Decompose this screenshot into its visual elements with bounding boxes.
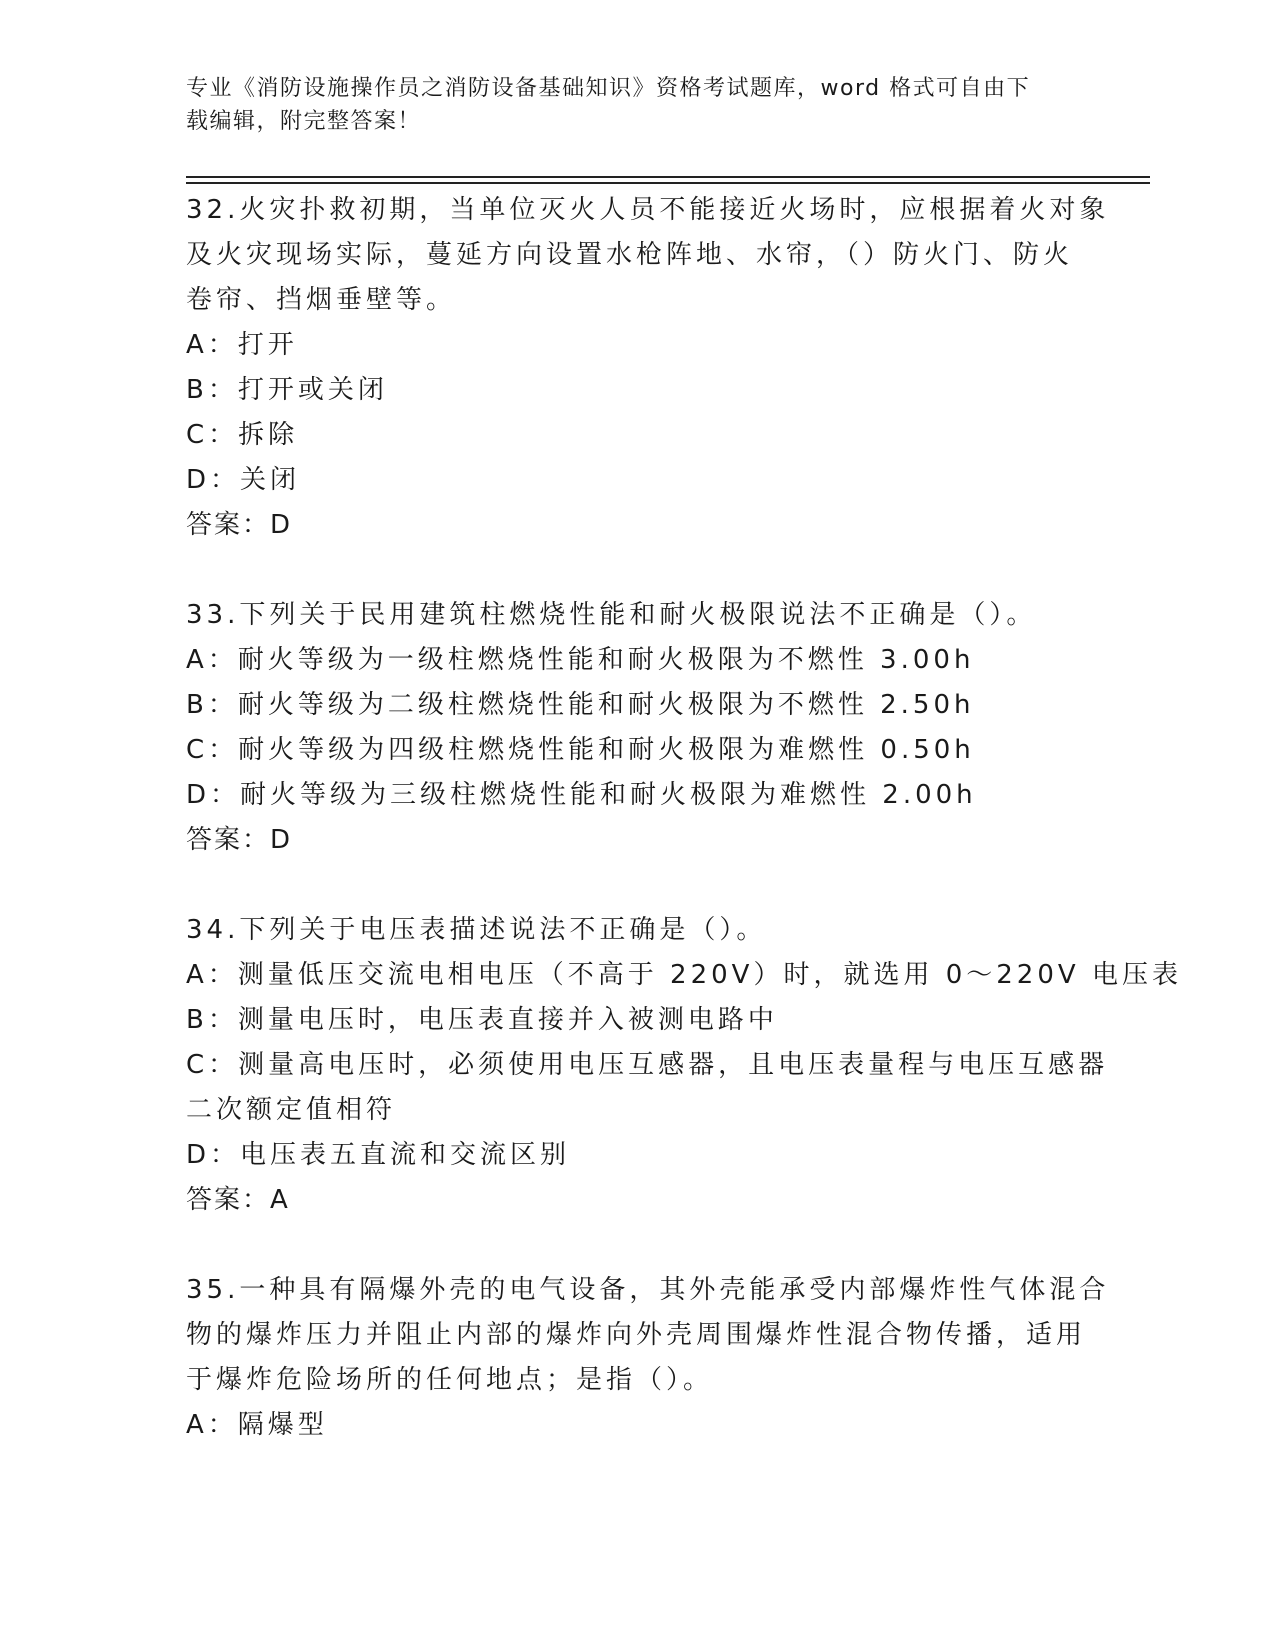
header-divider-top [186, 176, 1150, 178]
question-32 [186, 188, 1110, 548]
question-stem-line: 及火灾现场实际，蔓延方向设置水枪阵地、水帘，（）防火门、防火 [186, 240, 1074, 270]
option-d: D：关闭 [186, 465, 301, 495]
option-b: B：测量电压时，电压表直接并入被测电路中 [186, 1005, 778, 1035]
question-stem-line: 33.下列关于民用建筑柱燃烧性能和耐火极限说法不正确是（）。 [186, 600, 1037, 630]
question-stem-line: 卷帘、挡烟垂壁等。 [186, 285, 457, 315]
question-stem-line: 32.火灾扑救初期，当单位灭火人员不能接近火场时，应根据着火对象 [186, 195, 1110, 225]
spacer [186, 1223, 1086, 1268]
answer: 答案：D [186, 510, 293, 540]
answer: 答案：A [186, 1185, 290, 1215]
question-list [186, 188, 1182, 1448]
option-a: A：打开 [186, 330, 298, 360]
option-a: A：耐火等级为一级柱燃烧性能和耐火极限为不燃性 3.00h [186, 645, 975, 675]
question-35 [186, 1268, 1110, 1448]
option-d: D：耐火等级为三级柱燃烧性能和耐火极限为难燃性 2.00h [186, 780, 977, 810]
spacer [186, 863, 1086, 908]
question-stem-line: 34.下列关于电压表描述说法不正确是（）。 [186, 915, 767, 945]
header-line-2: 载编辑，附完整答案！ [186, 109, 422, 134]
spacer [186, 548, 1086, 593]
option-c-continued: 二次额定值相符 [186, 1095, 397, 1125]
option-c: C：拆除 [186, 420, 299, 450]
header-line-1: 专业《消防设施操作员之消防设备基础知识》资格考试题库，word 格式可自由下 [186, 76, 1031, 101]
answer: 答案：D [186, 825, 293, 855]
option-a: A：测量低压交流电相电压（不高于 220V）时，就选用 0～220V 电压表 [186, 960, 1182, 990]
option-c: C：耐火等级为四级柱燃烧性能和耐火极限为难燃性 0.50h [186, 735, 975, 765]
question-stem-line: 35.一种具有隔爆外壳的电气设备，其外壳能承受内部爆炸性气体混合 [186, 1275, 1110, 1305]
option-b: B：耐火等级为二级柱燃烧性能和耐火极限为不燃性 2.50h [186, 690, 975, 720]
question-stem-line: 物的爆炸压力并阻止内部的爆炸向外壳周围爆炸性混合物传播，适用 [186, 1320, 1087, 1350]
question-34 [186, 908, 1182, 1223]
question-stem-line: 于爆炸危险场所的任何地点；是指（）。 [186, 1365, 714, 1395]
option-b: B：打开或关闭 [186, 375, 388, 405]
question-33 [186, 593, 1086, 863]
document-header [186, 72, 1086, 138]
option-c: C：测量高电压时，必须使用电压互感器，且电压表量程与电压互感器 [186, 1050, 1109, 1080]
option-d: D：电压表五直流和交流区别 [186, 1140, 571, 1170]
header-divider-bottom [186, 182, 1150, 184]
option-a: A：隔爆型 [186, 1410, 328, 1440]
